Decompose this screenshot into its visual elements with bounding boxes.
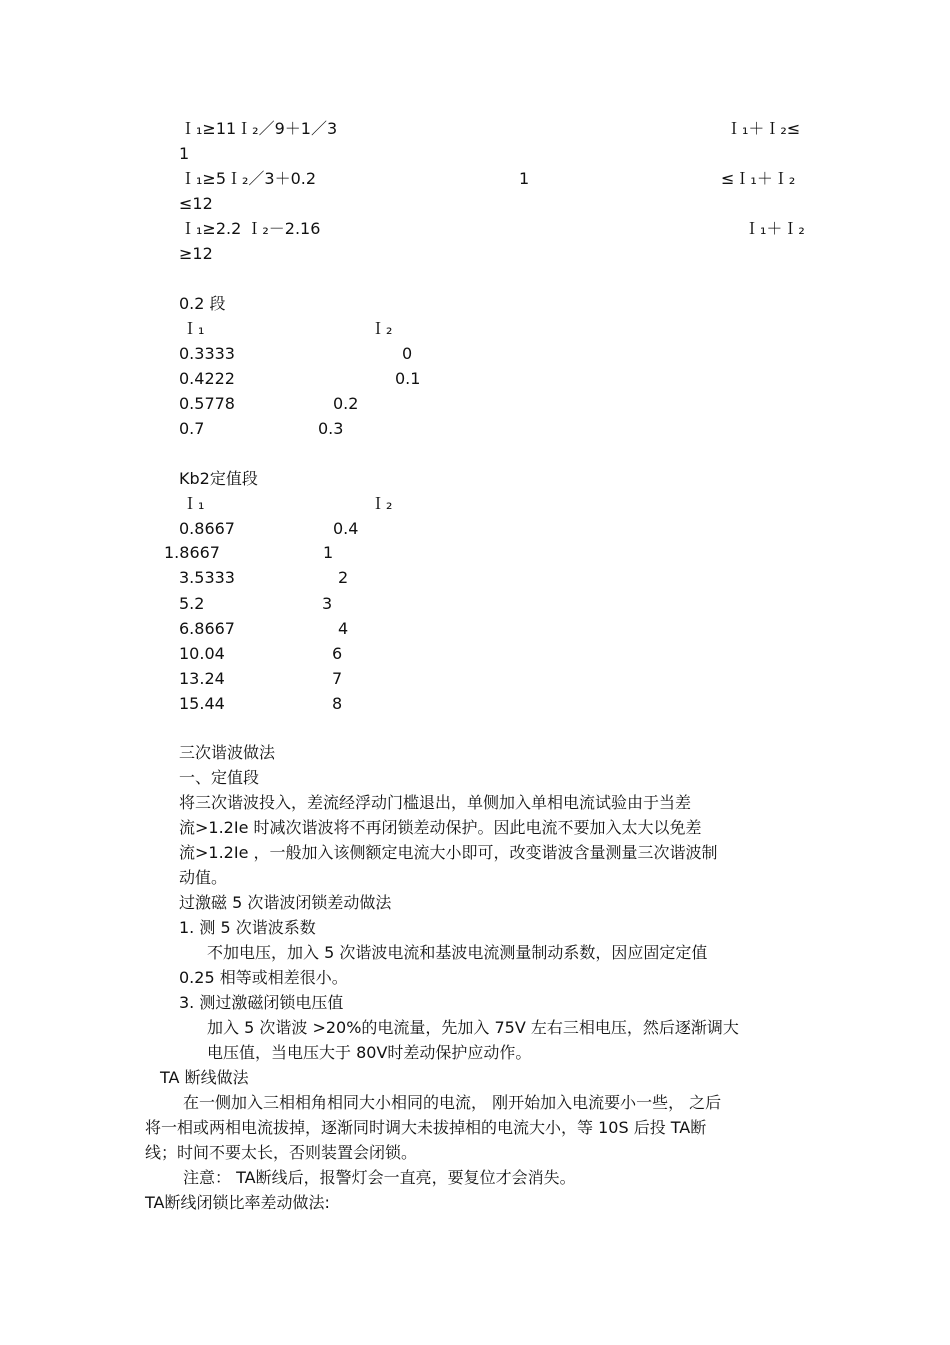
paragraph-line: 流>1.2Ie 时减次谐波将不再闭锁差动保护。因此电流不要加入太大以免差 xyxy=(179,818,702,837)
list-item-1: 1. 测 5 次谐波系数 xyxy=(179,918,316,937)
segment-kb2-header-i1: Ｉ₁ xyxy=(182,494,205,513)
paragraph-line: 电压值，当电压大于 80V时差动保护应动作。 xyxy=(207,1043,532,1062)
formula-1-right: Ｉ₁＋Ｉ₂≤ xyxy=(726,119,801,138)
table-cell: 5.2 xyxy=(179,594,205,613)
segment-kb2-header-i2: Ｉ₂ xyxy=(370,494,393,513)
formula-2-left: Ｉ₁≥5Ｉ₂／3＋0.2 xyxy=(180,169,317,188)
table-cell: 0.3 xyxy=(318,419,344,438)
note-line: 注意： TA断线后，报警灯会一直亮，要复位才会消失。 xyxy=(183,1168,576,1187)
segment-kb2-title: Kb2定值段 xyxy=(179,469,258,488)
table-cell: 0 xyxy=(402,344,413,363)
table-cell: 0.3333 xyxy=(179,344,235,363)
table-cell: 1.8667 xyxy=(164,543,220,562)
table-cell: 0.1 xyxy=(395,369,421,388)
formula-3-left: Ｉ₁≥2.2 Ｉ₂－2.16 xyxy=(180,219,321,238)
list-item-3: 3. 测过激磁闭锁电压值 xyxy=(179,993,344,1012)
table-cell: 8 xyxy=(332,694,343,713)
segment-02-header-i1: Ｉ₁ xyxy=(182,319,205,338)
section-title-ta-break-ratio: TA断线闭锁比率差动做法: xyxy=(145,1193,330,1212)
section-title-ta-break: TA 断线做法 xyxy=(160,1068,249,1087)
table-cell: 7 xyxy=(332,669,343,688)
paragraph-line: 线；时间不要太长，否则装置会闭锁。 xyxy=(145,1143,418,1162)
table-cell: 6 xyxy=(332,644,343,663)
table-cell: 15.44 xyxy=(179,694,225,713)
table-cell: 0.5778 xyxy=(179,394,235,413)
table-cell: 13.24 xyxy=(179,669,225,688)
subsection-title: 一、定值段 xyxy=(179,768,260,787)
paragraph-line: 加入 5 次谐波 >20%的电流量，先加入 75V 左右三相电压，然后逐渐调大 xyxy=(207,1018,739,1037)
formula-1-cont: 1 xyxy=(179,144,190,163)
table-cell: 0.8667 xyxy=(179,519,235,538)
formula-2-mid: 1 xyxy=(519,169,530,188)
table-cell: 6.8667 xyxy=(179,619,235,638)
table-cell: 3 xyxy=(322,594,333,613)
paragraph-line: 动值。 xyxy=(179,868,228,887)
table-cell: 10.04 xyxy=(179,644,225,663)
formula-2-cont: ≤12 xyxy=(179,194,213,213)
table-cell: 2 xyxy=(338,568,349,587)
table-cell: 4 xyxy=(338,619,349,638)
table-cell: 0.7 xyxy=(179,419,205,438)
table-cell: 0.4 xyxy=(333,519,359,538)
paragraph-line: 在一侧加入三相相角相同大小相同的电流， 刚开始加入电流要小一些， 之后 xyxy=(183,1093,722,1112)
table-cell: 0.4222 xyxy=(179,369,235,388)
paragraph-line: 不加电压，加入 5 次谐波电流和基波电流测量制动系数，因应固定定值 xyxy=(207,943,708,962)
table-cell: 0.2 xyxy=(333,394,359,413)
paragraph-line: 0.25 相等或相差很小。 xyxy=(179,968,348,987)
section-title-overexcite: 过激磁 5 次谐波闭锁差动做法 xyxy=(179,893,392,912)
paragraph-line: 流>1.2Ie ，一般加入该侧额定电流大小即可，改变谐波含量测量三次谐波制 xyxy=(179,843,718,862)
paragraph-line: 将三次谐波投入，差流经浮动门槛退出，单侧加入单相电流试验由于当差 xyxy=(179,793,692,812)
segment-02-title: 0.2 段 xyxy=(179,294,226,313)
segment-02-header-i2: Ｉ₂ xyxy=(370,319,393,338)
section-title-harmonic3: 三次谐波做法 xyxy=(179,743,276,762)
table-cell: 1 xyxy=(323,543,334,562)
formula-2-right: ≤Ｉ₁＋Ｉ₂ xyxy=(721,169,796,188)
formula-1-left: Ｉ₁≥11Ｉ₂／9＋1／3 xyxy=(180,119,338,138)
paragraph-line: 将一相或两相电流拔掉，逐渐同时调大未拔掉相的电流大小，等 10S 后投 TA断 xyxy=(145,1118,707,1137)
formula-3-right: Ｉ₁＋Ｉ₂ xyxy=(744,219,805,238)
formula-3-cont: ≥12 xyxy=(179,244,213,263)
table-cell: 3.5333 xyxy=(179,568,235,587)
